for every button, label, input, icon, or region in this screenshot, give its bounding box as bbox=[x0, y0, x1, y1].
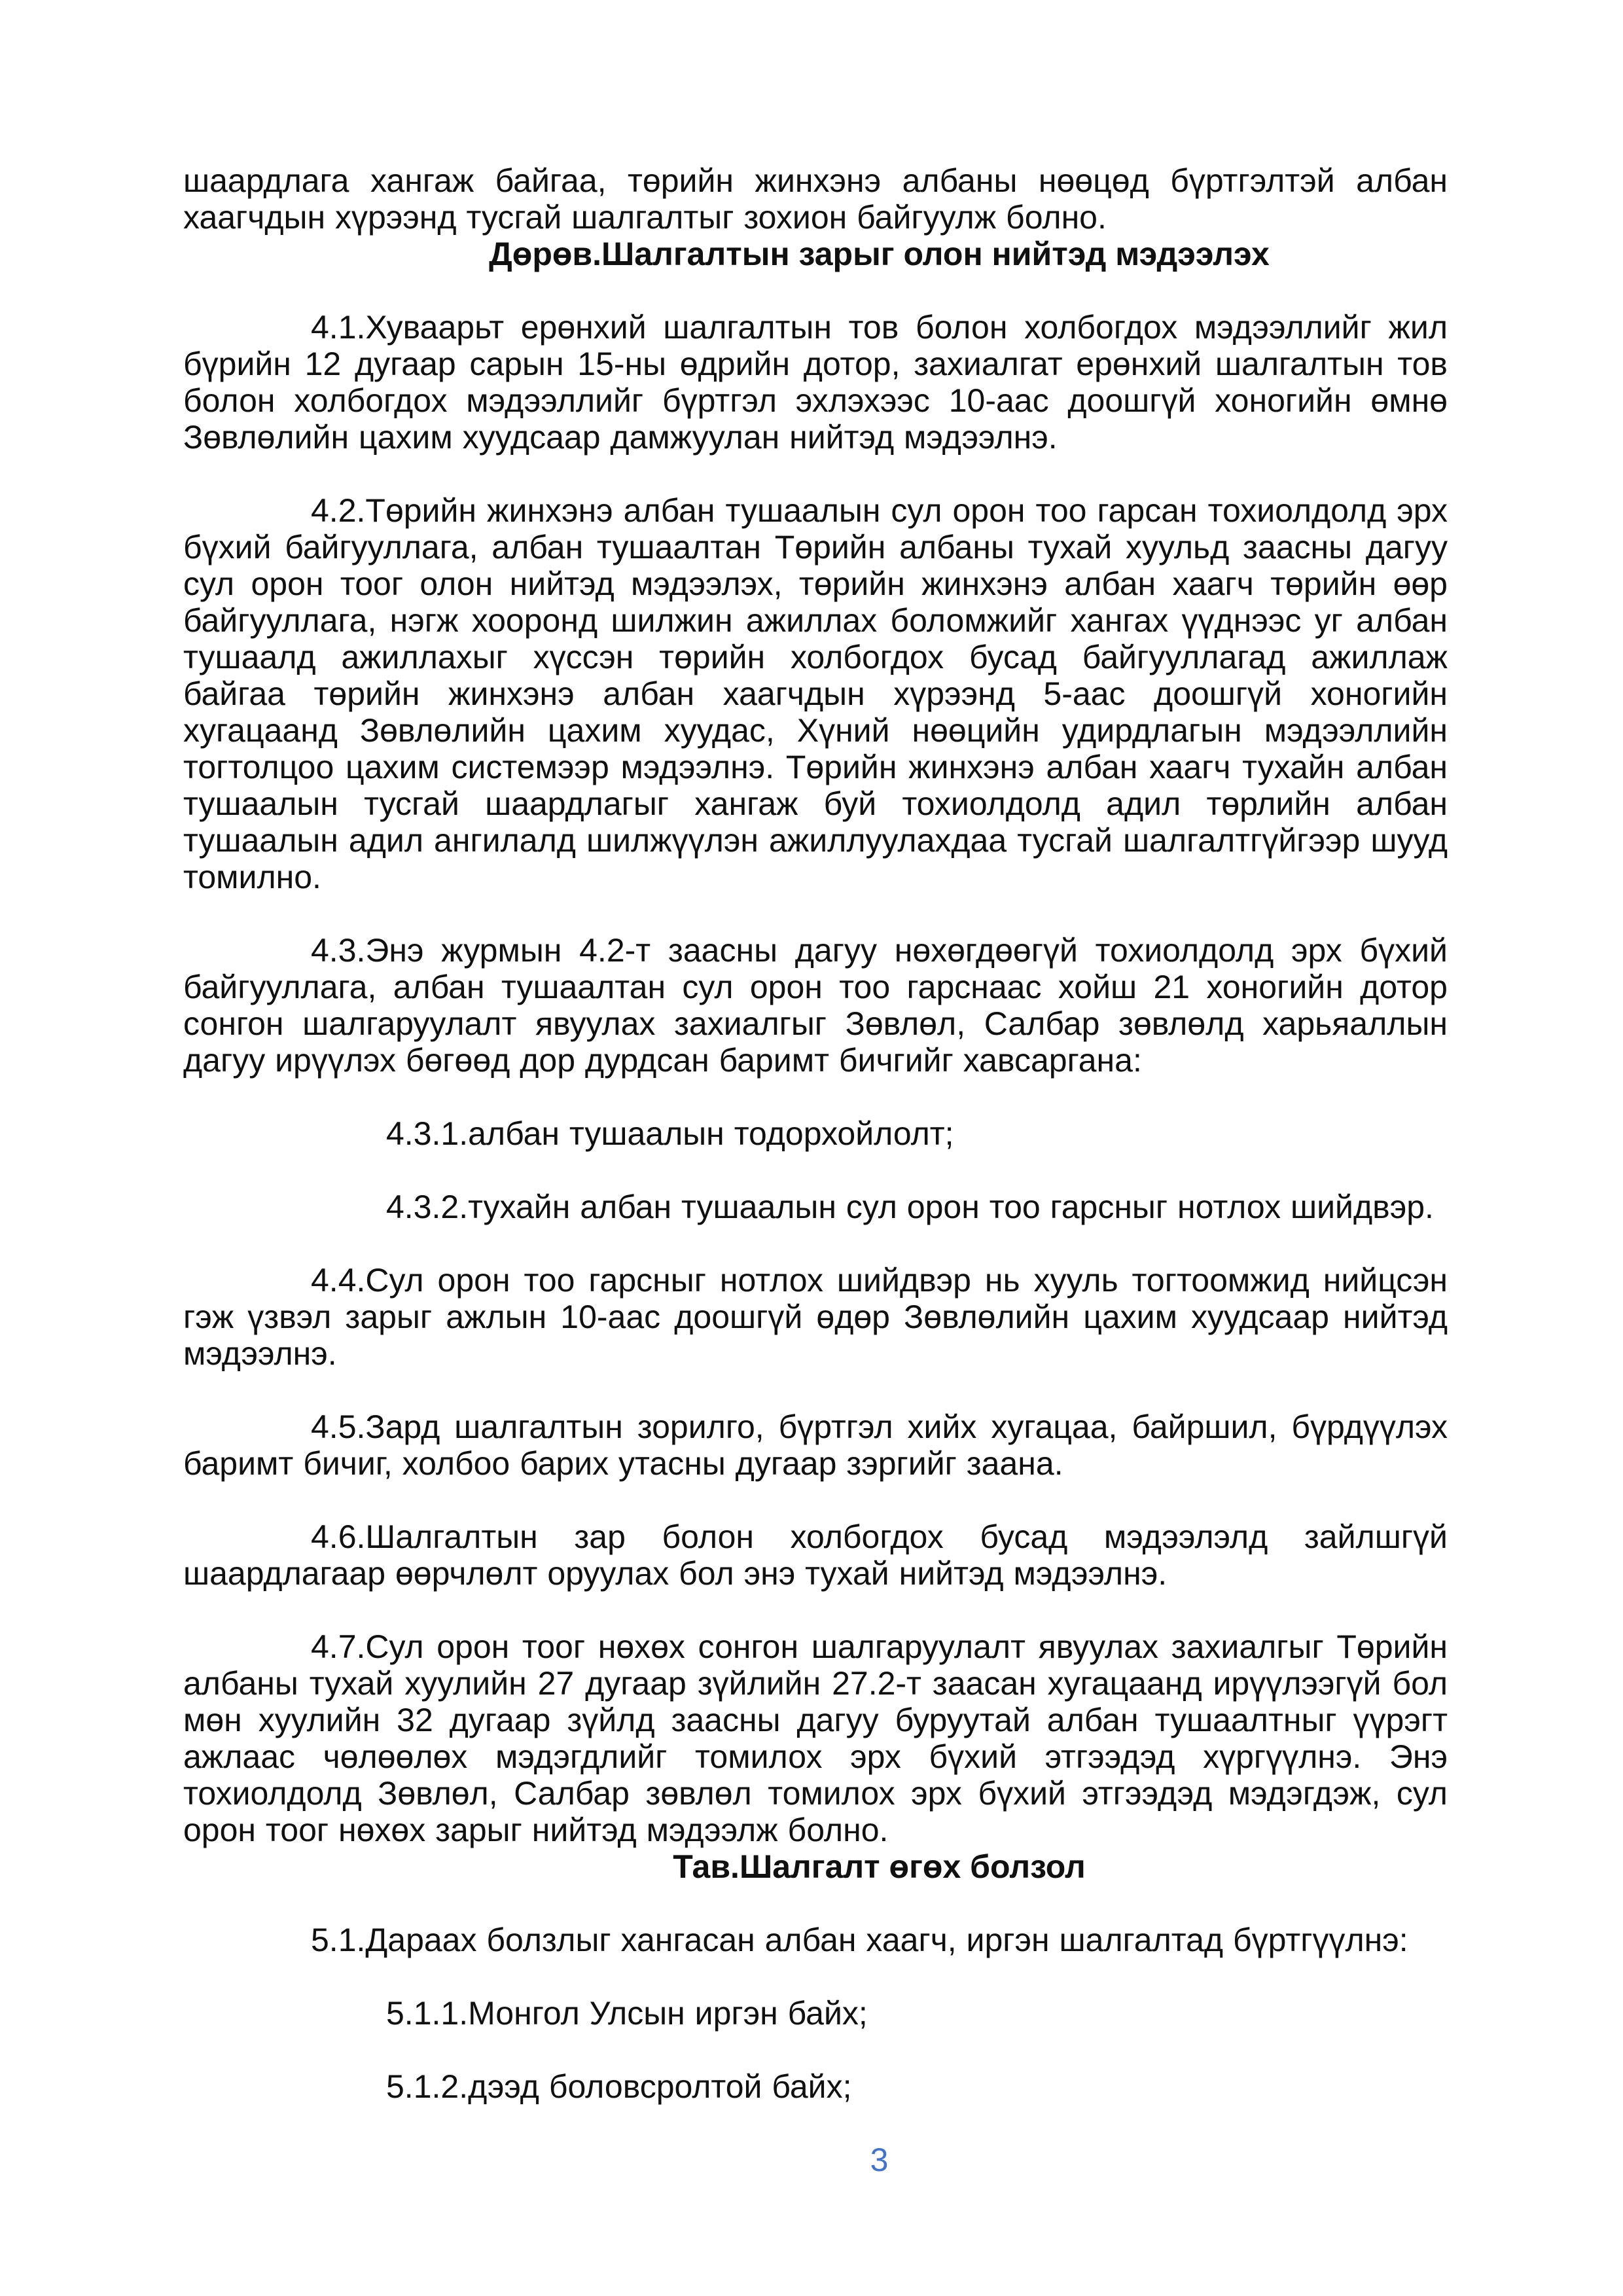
clause-4-2: 4.2.Төрийн жинхэнэ албан тушаалын сул орон тоо гарсан тохиолдолд эрх бүхий байгууллага, албан тушаалтан Төрийн албаны тухай хуульд заасны дагуу сул орон тоог олон нийтэд мэдээлэх, төрийн жинхэнэ албан хаагч төрийн өөр байгууллага, нэгж хооронд шилжин ажиллах боломжийг хангах үүднээс уг албан тушаалд ажиллахыг хүссэн төрийн холбогдох бусад байгууллагад ажиллаж байгаа төрийн жинхэнэ албан хаагчдын хүрээнд 5-аас доошгүй хоногийн хугацаанд Зөвлөлийн цахим хуудас, Хүний нөөцийн удирдлагын мэдээллийн тогтолцоо цахим системээр мэдээлнэ. Төрийн жинхэнэ албан хаагч тухайн албан тушаалын тусгай шаардлагыг хангаж буй тохиолдолд адил төрлийн албан тушаалын адил ангилалд шилжүүлэн ажиллуулахдаа тусгай шалгалтгүйгээр шууд томилно. bbox=[183, 492, 1448, 895]
clause-4-3: 4.3.Энэ журмын 4.2-т заасны дагуу нөхөгдөөгүй тохиолдолд эрх бүхий байгууллага, албан тушаалтан сул орон тоо гарснаас хойш 21 хоногийн дотор сонгон шалгаруулалт явуулах захиалгыг Зөвлөл, Салбар зөвлөлд харьяаллын дагуу ирүүлэх бөгөөд дор дурдсан баримт бичгийг хавсаргана: bbox=[183, 932, 1448, 1079]
clause-4-4: 4.4.Сул орон тоо гарсныг нотлох шийдвэр нь хууль тогтоомжид нийцсэн гэж үзвэл зарыг ажлын 10-аас доошгүй өдөр Зөвлөлийн цахим хуудсаар нийтэд мэдээлнэ. bbox=[183, 1262, 1448, 1372]
clause-5-1: 5.1.Дараах болзлыг хангасан албан хаагч, иргэн шалгалтад бүртгүүлнэ: bbox=[311, 1922, 1408, 1958]
paragraph-intro-continuation: шаардлага хангаж байгаа, төрийн жинхэнэ албаны нөөцөд бүртгэлтэй албан хаагчдын хүрээнд тусгай шалгалтыг зохион байгуулж болно. bbox=[183, 162, 1448, 236]
clause-4-5: 4.5.Зард шалгалтын зорилго, бүртгэл хийх хугацаа, байршил, бүрдүүлэх баримт бичиг, холбоо барих утасны дугаар зэргийг заана. bbox=[183, 1408, 1448, 1482]
clause-4-1: 4.1.Хуваарьт ерөнхий шалгалтын тов болон холбогдох мэдээллийг жил бүрийн 12 дугаар сарын 15-ны өдрийн дотор, захиалгат ерөнхий шалгалтын тов болон холбогдох мэдээллийг бүртгэл эхлэхээс 10-аас доошгүй хоногийн өмнө Зөвлөлийн цахим хуудсаар дамжуулан нийтэд мэдээлнэ. bbox=[183, 309, 1448, 456]
clause-4-7: 4.7.Сул орон тоог нөхөх сонгон шалгаруулалт явуулах захиалгыг Төрийн албаны тухай хуулийн 27 дугаар зүйлийн 27.2-т заасан хугацаанд ирүүлээгүй бол мөн хуулийн 32 дугаар зүйлд заасны дагуу буруутай албан тушаалтныг үүрэгт ажлаас чөлөөлөх мэдэгдлийг томилох эрх бүхий этгээдэд хүргүүлнэ. Энэ тохиолдолд Зөвлөл, Салбар зөвлөл томилох эрх бүхий этгээдэд мэдэгдэж, сул орон тоог нөхөх зарыг нийтэд мэдээлж болно. bbox=[183, 1628, 1448, 1848]
clause-4-6: 4.6.Шалгалтын зар болон холбогдох бусад мэдээлэлд зайлшгүй шаардлагаар өөрчлөлт оруулах бол энэ тухай нийтэд мэдээлнэ. bbox=[183, 1518, 1448, 1592]
clause-4-3-2: 4.3.2.тухайн албан тушаалын сул орон тоо гарсныг нотлох шийдвэр. bbox=[386, 1189, 1434, 1225]
clause-4-3-1: 4.3.1.албан тушаалын тодорхойлолт; bbox=[386, 1115, 954, 1152]
page-number: 3 bbox=[870, 2142, 889, 2178]
section-four-heading: Дөрөв.Шалгалтын зарыг олон нийтэд мэдээлэх bbox=[489, 236, 1270, 272]
clause-5-1-1: 5.1.1.Монгол Улсын иргэн байх; bbox=[386, 1995, 868, 2032]
clause-5-1-2: 5.1.2.дээд боловсролтой байх; bbox=[386, 2068, 852, 2105]
section-five-heading: Тав.Шалгалт өгөх болзол bbox=[673, 1848, 1086, 1885]
